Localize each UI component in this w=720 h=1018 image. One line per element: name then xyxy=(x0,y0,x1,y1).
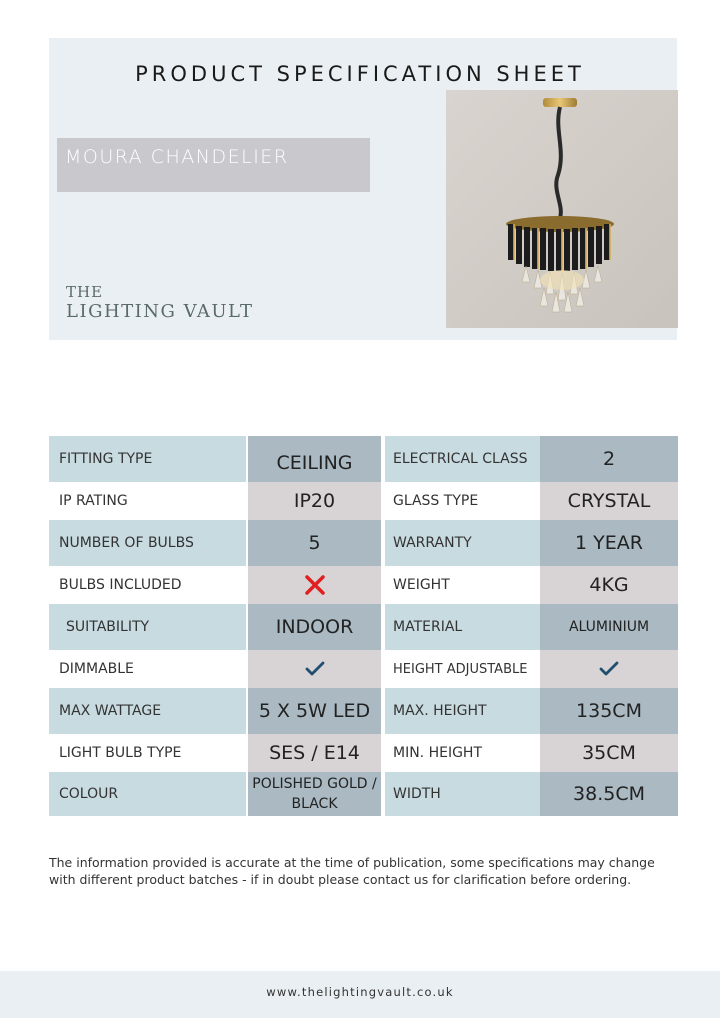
spec-label: WARRANTY xyxy=(385,520,540,566)
table-row xyxy=(49,566,678,604)
table-row xyxy=(49,604,678,650)
spec-label: MIN. HEIGHT xyxy=(385,734,540,772)
spec-value xyxy=(248,436,381,482)
page-title: PRODUCT SPECIFICATION SHEET xyxy=(135,62,585,86)
table-row xyxy=(49,650,678,688)
spec-label: IP RATING xyxy=(49,482,246,520)
spec-value: 1 YEAR xyxy=(540,520,678,566)
spec-value xyxy=(248,650,381,688)
spec-value: 2 xyxy=(540,436,678,482)
spec-value xyxy=(540,650,678,688)
spec-label: WEIGHT xyxy=(385,566,540,604)
table-row xyxy=(49,520,678,566)
spec-label: SUITABILITY xyxy=(49,604,246,650)
product-photo xyxy=(446,90,678,328)
check-icon xyxy=(599,661,619,677)
chandelier-image xyxy=(446,90,678,328)
spec-value: 35CM xyxy=(540,734,678,772)
spec-value: INDOOR xyxy=(248,604,381,650)
spec-value: 38.5CM xyxy=(540,772,678,816)
spec-label: COLOUR xyxy=(49,772,246,816)
spec-label: ELECTRICAL CLASS xyxy=(385,436,540,482)
spec-label: WIDTH xyxy=(385,772,540,816)
brand-logo xyxy=(66,283,254,323)
spec-value: POLISHED GOLD / BLACK xyxy=(248,772,381,816)
website-url[interactable]: www.thelightingvault.co.uk xyxy=(266,985,454,999)
check-icon xyxy=(305,661,325,677)
disclaimer-text: The information provided is accurate at the time of publication, some specifications may change with different product batches - if in doubt please contact us for clarification before ordering. xyxy=(49,855,655,887)
table-row xyxy=(49,734,678,772)
spec-label: MAX. HEIGHT xyxy=(385,688,540,734)
spec-value: 5 X 5W LED xyxy=(248,688,381,734)
product-name: MOURA CHANDELIER xyxy=(65,146,289,168)
spec-label: LIGHT BULB TYPE xyxy=(49,734,246,772)
spec-label: MATERIAL xyxy=(385,604,540,650)
spec-label: NUMBER OF BULBS xyxy=(49,520,246,566)
spec-value: 4KG xyxy=(540,566,678,604)
spec-value: CRYSTAL xyxy=(540,482,678,520)
table-row xyxy=(49,772,678,816)
table-row xyxy=(49,436,678,482)
table-row xyxy=(49,688,678,734)
spec-label: FITTING TYPE xyxy=(49,436,246,482)
spec-label: MAX WATTAGE xyxy=(49,688,246,734)
spec-value: 135CM xyxy=(540,688,678,734)
spec-value: ALUMINIUM xyxy=(540,604,678,650)
spec-label: HEIGHT ADJUSTABLE xyxy=(385,650,540,688)
spec-label: DIMMABLE xyxy=(49,650,246,688)
cross-icon xyxy=(303,573,327,597)
spec-value xyxy=(248,566,381,604)
brand-logo-the: THE xyxy=(66,283,104,301)
product-name-box xyxy=(57,138,370,192)
spec-value: IP20 xyxy=(248,482,381,520)
spec-value: SES / E14 xyxy=(248,734,381,772)
spec-label: GLASS TYPE xyxy=(385,482,540,520)
brand-logo-name: LIGHTING VAULT xyxy=(66,301,254,322)
footer xyxy=(0,971,720,1018)
spec-value-text: CEILING xyxy=(276,452,353,474)
spec-label: BULBS INCLUDED xyxy=(49,566,246,604)
table-row xyxy=(49,482,678,520)
spec-value: 5 xyxy=(248,520,381,566)
